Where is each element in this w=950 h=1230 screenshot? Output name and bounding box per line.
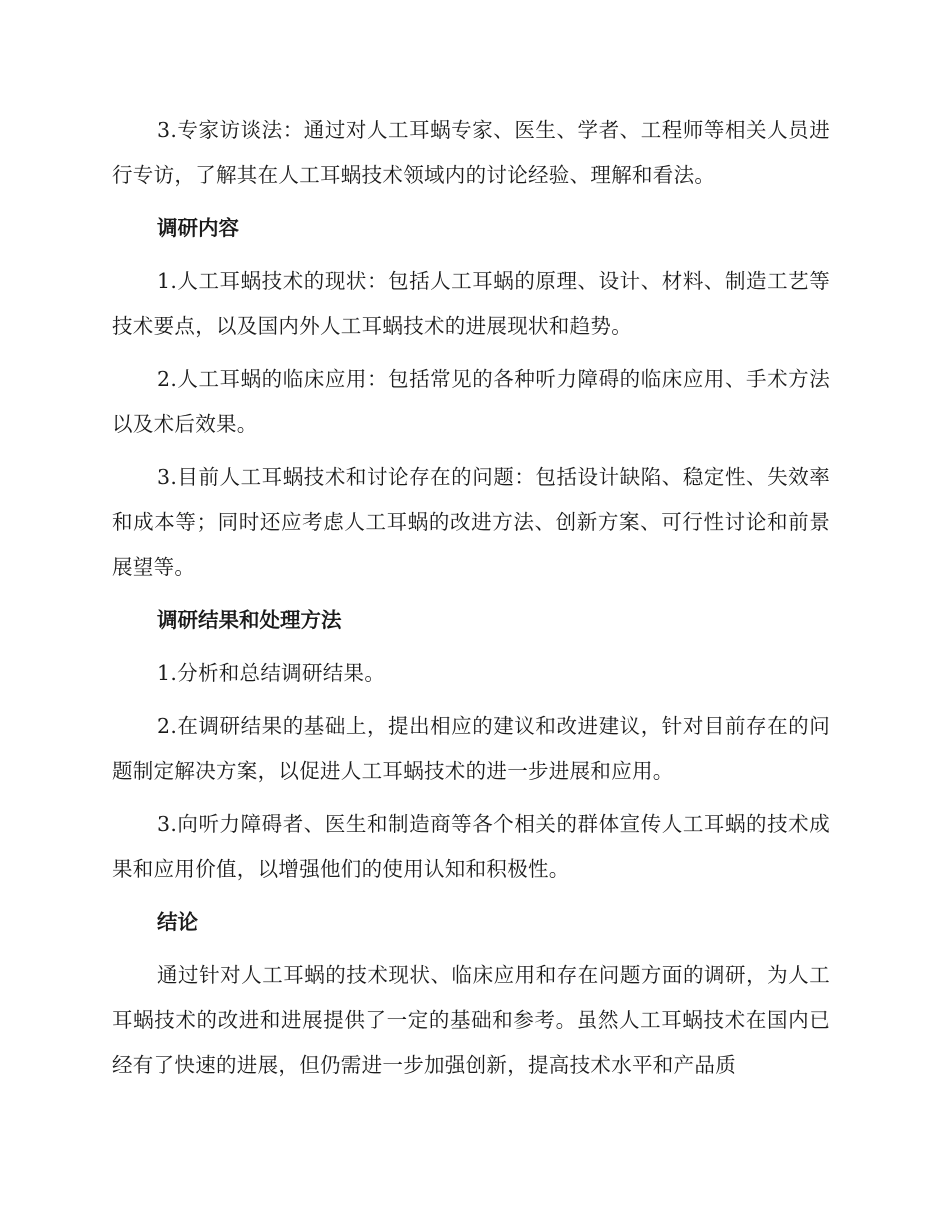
paragraph-clinical-application: 2.人工耳蜗的临床应用：包括常见的各种听力障碍的临床应用、手术方法以及术后效果。 [112,367,830,436]
spacer [112,447,830,455]
spacer [112,794,830,802]
spacer [112,349,830,357]
paragraph-expert-interview: 3.专家访谈法：通过对人工耳蜗专家、医生、学者、工程师等相关人员进行专访，了解其在人工耳蜗技术领域内的讨论经验、理解和看法。 [112,118,830,187]
spacer [112,251,830,259]
spacer [112,643,830,651]
heading-conclusion: 结论 [157,910,198,934]
paragraph-analyze-results: 1.分析和总结调研结果。 [157,661,386,685]
paragraph-propose-solutions: 2.在调研结果的基础上，提出相应的建议和改进建议，针对目前存在的问题制定解决方案，以促进人工耳蜗技术的进一步进展和应用。 [112,714,830,783]
heading-results-and-methods: 调研结果和处理方法 [157,608,342,632]
paragraph-current-problems: 3.目前人工耳蜗技术和讨论存在的问题：包括设计缺陷、稳定性、失效率和成本等；同时还应考虑人工耳蜗的改进方法、创新方案、可行性讨论和前景展望等。 [112,465,830,579]
paragraph-conclusion: 通过针对人工耳蜗的技术现状、临床应用和存在问题方面的调研，为人工耳蜗技术的改进和进展提供了一定的基础和参考。虽然人工耳蜗技术在国内已经有了快速的进展，但仍需进一步加强创新，提高技术水平和产品质 [112,963,830,1077]
heading-research-content: 调研内容 [157,216,239,240]
spacer [112,892,830,900]
spacer [112,696,830,704]
spacer [112,198,830,206]
spacer [112,590,830,598]
document-page [112,108,830,1088]
spacer [112,945,830,953]
paragraph-promote-value: 3.向听力障碍者、医生和制造商等各个相关的群体宣传人工耳蜗的技术成果和应用价值，以增强他们的使用认知和积极性。 [112,812,830,881]
paragraph-technology-status: 1.人工耳蜗技术的现状：包括人工耳蜗的原理、设计、材料、制造工艺等技术要点，以及国内外人工耳蜗技术的进展现状和趋势。 [112,269,830,338]
